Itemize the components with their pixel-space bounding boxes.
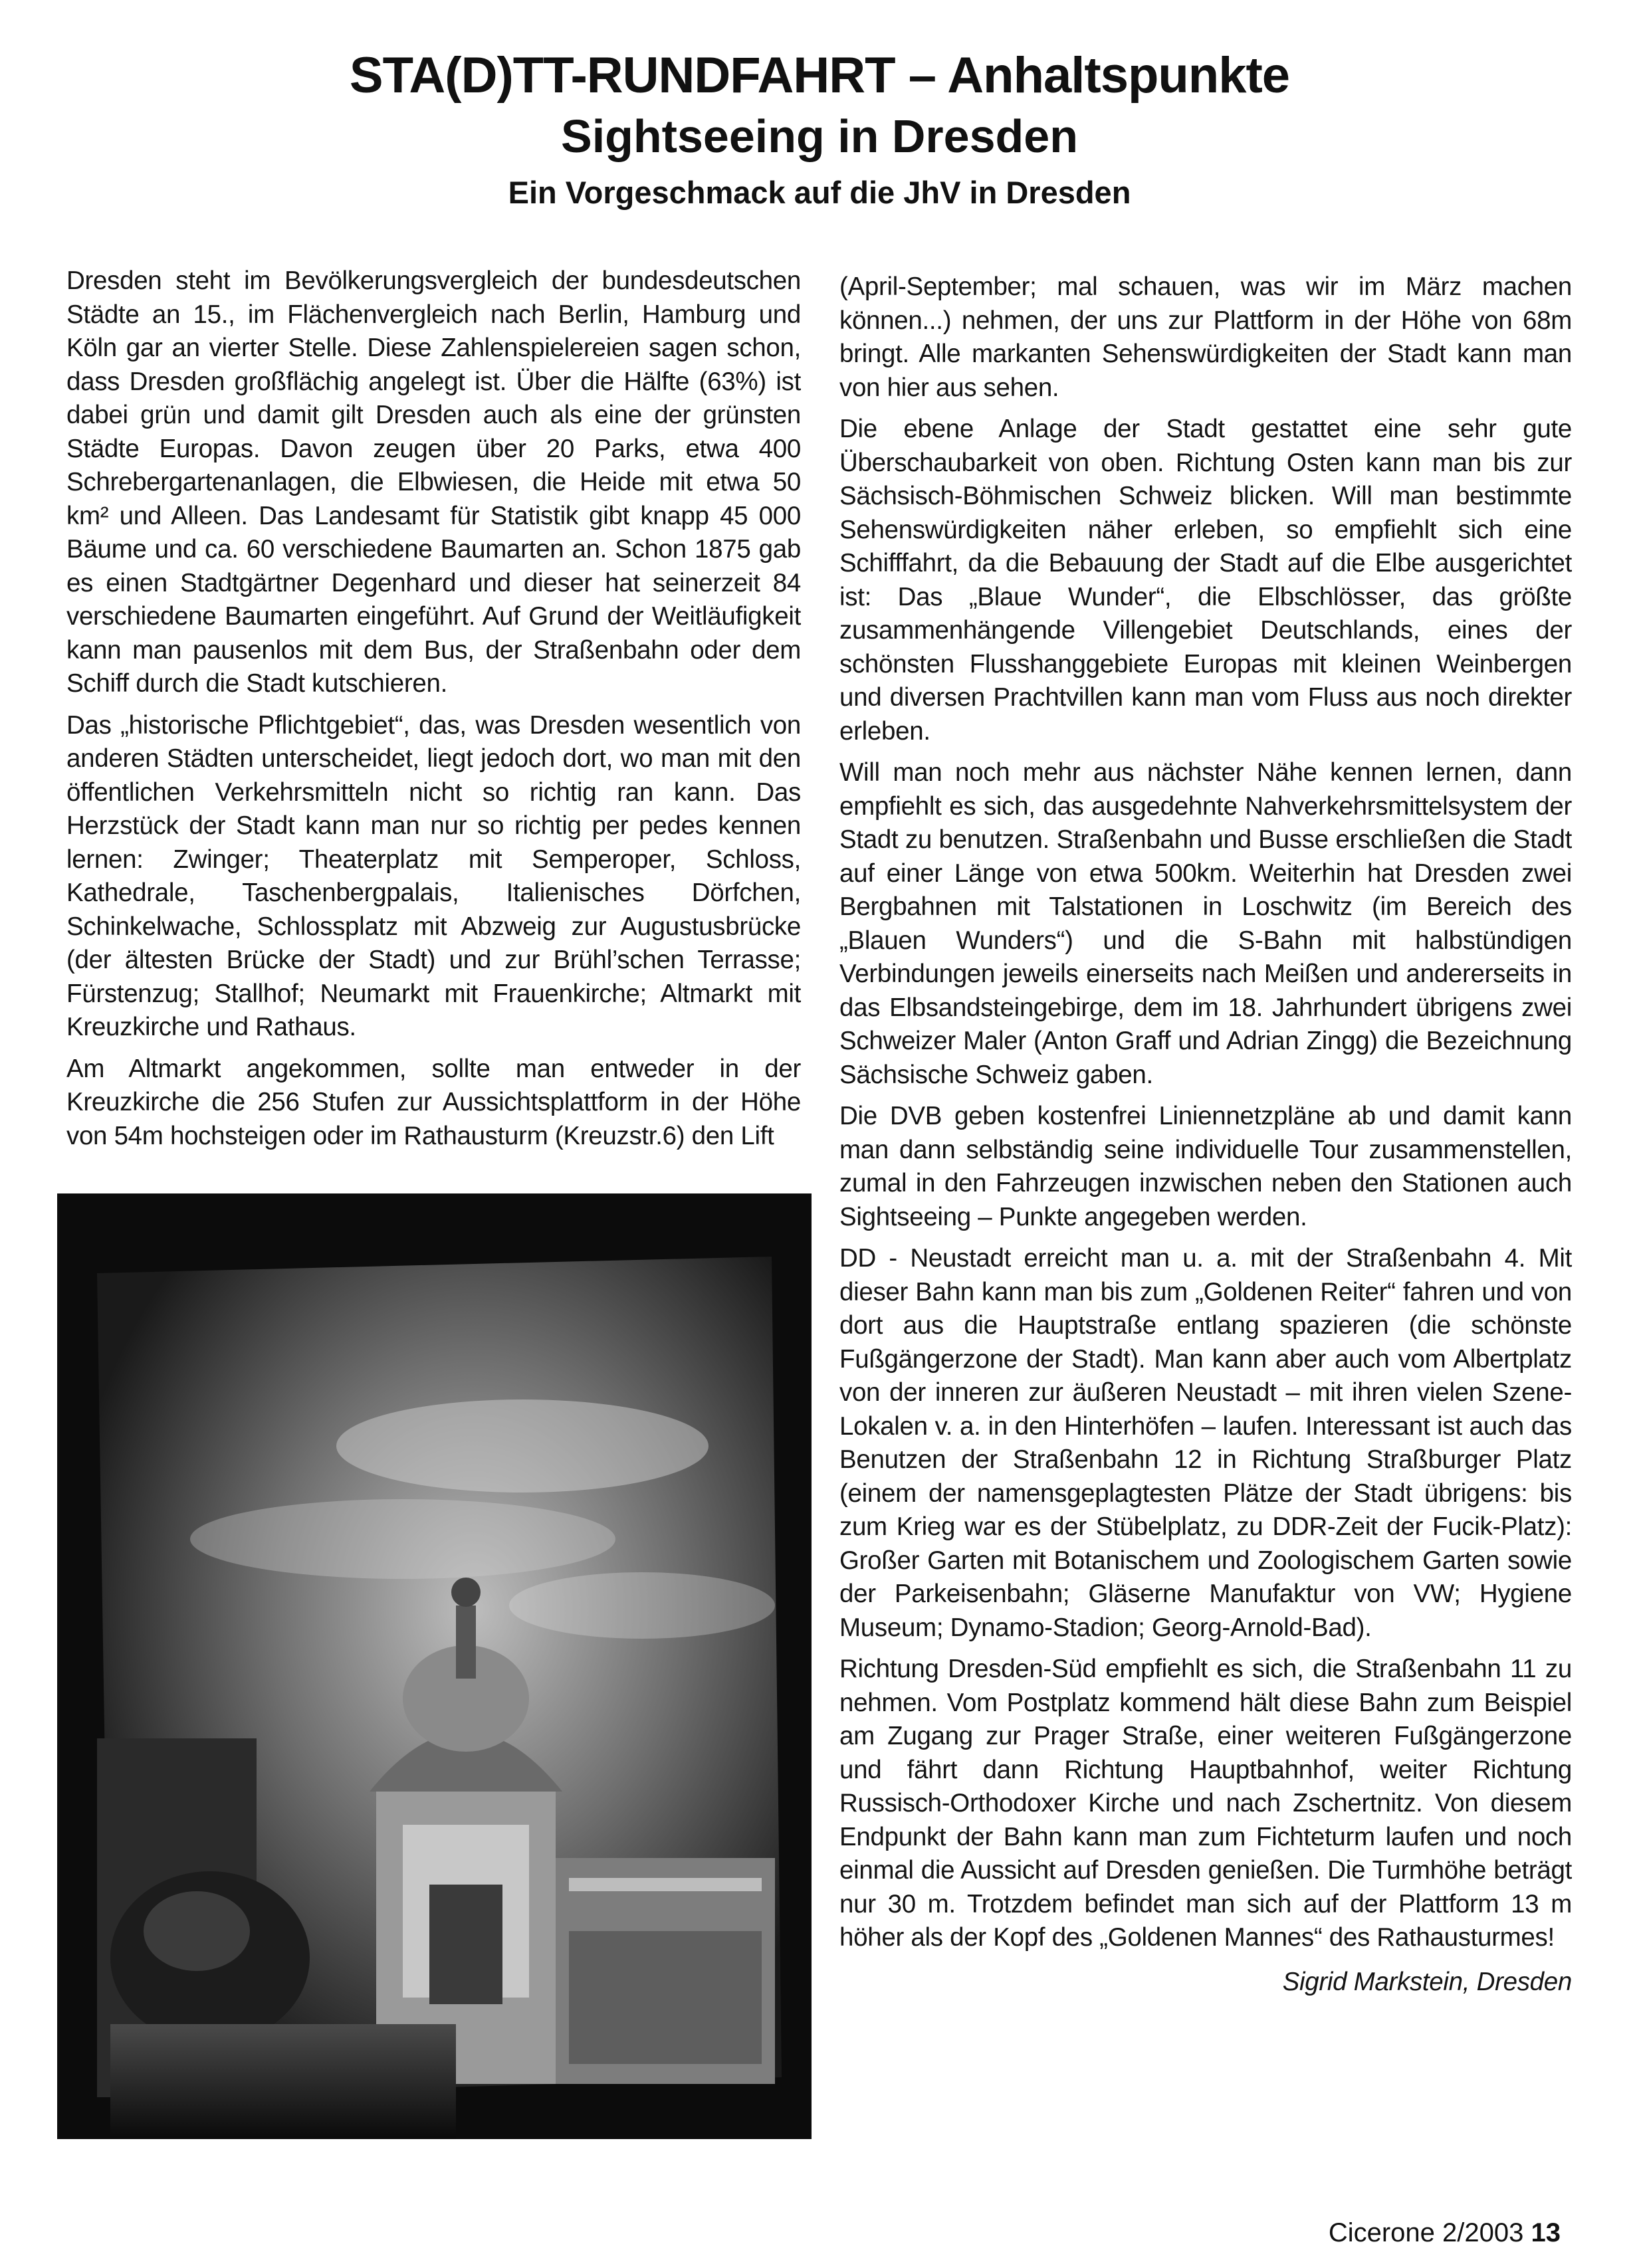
left-text-column <box>66 264 801 1161</box>
paragraph: DD - Neustadt erreicht man u. a. mit der Straßenbahn 4. Mit dieser Bahn kann man bis zum „Goldenen Reiter“ fahren und von dort aus die Hauptstraße entlang spazieren (die schönste Fußgängerzone der Stadt). Man kann aber auch vom Albertplatz von der inneren zur äußeren Neustadt – mit ihren vielen Szene-Lokalen v. a. in den Hinterhöfen – laufen. Interessant ist auch das Benutzen der Straßenbahn 12 in Richtung Straßburger Platz (einem der namensgeplagtesten Plätze der Stadt übrigens: bis zum Krieg war es der Stübelplatz, zu DDR-Zeit der Fucik-Platz): Großer Garten mit Botanischem und Zoologischem Garten sowie der Parkeisenbahn; Gläserne Manufaktur von VW; Hygiene Museum; Dynamo-Stadion; Georg-Arnold-Bad). <box>839 1244 1572 1642</box>
publication-name: Cicerone 2/2003 <box>1328 2218 1524 2247</box>
author-signature: Sigrid Markstein, Dresden <box>1282 1967 1572 1996</box>
photo-zwinger-crown-gate <box>57 1193 812 2139</box>
paragraph: Dresden steht im Bevölkerungsvergleich der bundesdeutschen Städte an 15., im Flächenvergleich nach Berlin, Hamburg und Köln gar an vierter Stelle. Diese Zahlenspielereien sagen schon, dass Dresden großflächig angelegt ist. Über die Hälfte (63%) ist dabei grün und damit gilt Dresden auch als eine der grünsten Städte Europas. Davon zeugen über 20 Parks, etwa 400 Schrebergartenanlagen, die Elbwiesen, die Heide mit etwa 50 km² und Alleen. Das Landesamt für Statistik gibt knapp 45 000 Bäume und ca. 60 verschiedene Baumarten an. Schon 1875 gab es einen Stadtgärtner Degenhard und dieser hat seinerzeit 84 verschiedene Baumarten eingeführt. Auf Grund der Weitläufigkeit kann man pausenlos mit dem Bus, der Straßenbahn oder dem Schiff durch die Stadt kutschieren. <box>66 266 801 698</box>
paragraph: Die ebene Anlage der Stadt gestattet eine sehr gute Überschaubarkeit von oben. Richtung Osten kann man bis zur Sächsisch-Böhmischen Schweiz blicken. Will man bestimmte Sehenswürdigkeiten näher erleben, so empfiehlt sich eine Schifffahrt, da die Bebauung der Stadt auf die Elbe ausgerichtet ist: Das „Blaue Wunder“, die Elbschlösser, das größte zusammenhängende Villengebiet Deutschlands, eines der schönsten Flusshanggebiete Europas mit kleinen Weinbergen und diversen Prachtvillen kann man vom Fluss aus noch direkter erleben. <box>839 415 1572 746</box>
paragraph: Das „historische Pflichtgebiet“, das, was Dresden wesentlich von anderen Städten unterscheidet, liegt jedoch dort, wo man mit den öffentlichen Verkehrsmitteln nicht so richtig ran kann. Das Herzstück der Stadt kann man nur so richtig per pedes kennen lernen: Zwinger; Theaterplatz mit Semperoper, Schloss, Kathedrale, Taschenbergpalais, Italienisches Dörfchen, Schinkelwache, Schlossplatz mit Abzweig zur Augustusbrücke (der ältesten Brücke der Stadt) und zur Brühl’schen Terrasse; Fürstenzug; Stallhof; Neumarkt mit Frauenkirche; Altmarkt mit Kreuzkirche und Rathaus. <box>66 710 801 1041</box>
paragraph: Richtung Dresden-Süd empfiehlt es sich, die Straßenbahn 11 zu nehmen. Vom Postplatz kommend hält diese Bahn zum Beispiel am Zugang zur Prager Straße, einer weiteren Fußgängerzone und fährt dann Richtung Hauptbahnhof, weiter Richtung Russisch-Orthodoxer Kirche und nach Zschertnitz. Von diesem Endpunkt der Bahn kann man zum Fichteturm laufen und noch einmal die Aussicht auf Dresden genießen. Die Turmhöhe beträgt nur 30 m. Trotzdem befindet man sich auf der Plattform 13 m höher als der Kopf des „Goldenen Mannes“ des Rathausturmes! <box>839 1655 1572 1952</box>
paragraph: Die DVB geben kostenfrei Liniennetzpläne ab und damit kann man dann selbständig seine individuelle Tour zusammenstellen, zumal in den Fahrzeugen inzwischen neben den Stationen auch Sightseeing – Punkte angegeben werden. <box>839 1102 1572 1231</box>
paragraph: Will man noch mehr aus nächster Nähe kennen lernen, dann empfiehlt es sich, das ausgedehnte Nahverkehrsmittelsystem der Stadt zu benutzen. Straßenbahn und Busse erschließen die Stadt auf einer Länge von etwa 500km. Weiterhin hat Dresden zwei Bergbahnen mit Talstationen in Loschwitz (im Bereich des „Blauen Wunders“) und die S-Bahn mit halbstündigen Verbindungen jeweils einerseits nach Meißen und andererseits in das Elbsandsteingebirge, dem im 18. Jahrhundert übrigens zwei Schweizer Maler (Anton Graff und Adrian Zingg) die Bezeichnung Sächsische Schweiz gaben. <box>839 758 1572 1089</box>
page-number: 13 <box>1531 2218 1561 2247</box>
article-subtitle: Sightseeing in Dresden <box>561 110 1078 162</box>
page-footer <box>1329 2218 1561 2248</box>
article-title: STA(D)TT-RUNDFAHRT – Anhaltspunkte <box>349 47 1290 104</box>
paragraph: Am Altmarkt angekommen, sollte man entweder in der Kreuzkirche die 256 Stufen zur Aussichtsplattform in der Höhe von 54m hochsteigen oder im Rathausturm (Kreuzstr.6) den Lift <box>66 1054 801 1150</box>
right-text-column <box>839 270 1572 1999</box>
photo-image <box>57 1193 812 2139</box>
article-tagline: Ein Vorgeschmack auf die JhV in Dresden <box>508 175 1131 210</box>
paragraph: (April-September; mal schauen, was wir im März machen können...) nehmen, der uns zur Plattform in der Höhe von 68m bringt. Alle markanten Sehenswürdigkeiten der Stadt kann man von hier aus sehen. <box>839 272 1572 402</box>
